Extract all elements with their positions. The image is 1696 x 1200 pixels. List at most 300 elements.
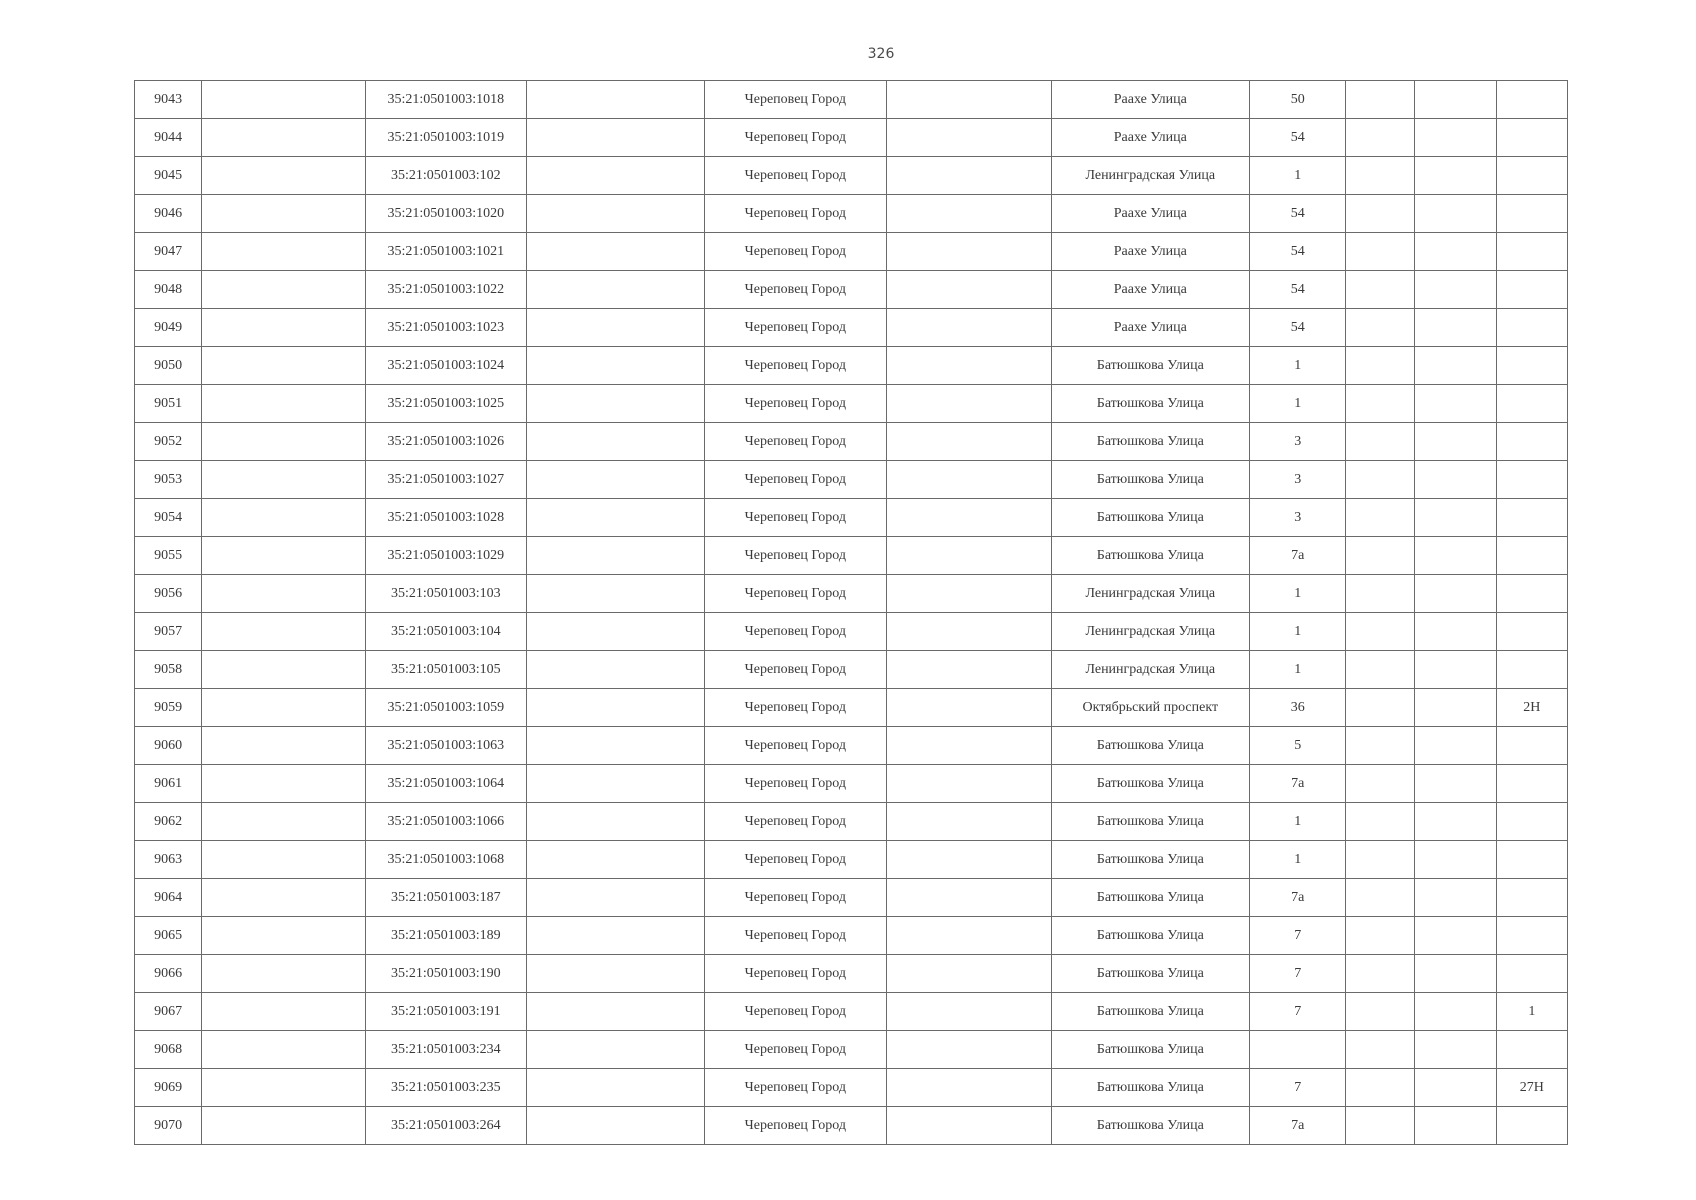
col-9-cell (1346, 157, 1414, 195)
house-number-cell: 3 (1250, 461, 1346, 499)
house-number-cell: 54 (1250, 233, 1346, 271)
street-cell: Батюшкова Улица (1051, 917, 1250, 955)
cadastral-number-cell: 35:21:0501003:1018 (365, 81, 526, 119)
col-9-cell (1346, 385, 1414, 423)
col-6-cell (887, 271, 1051, 309)
cadastral-number-cell: 35:21:0501003:1027 (365, 461, 526, 499)
cadastral-number-cell: 35:21:0501003:1063 (365, 727, 526, 765)
col-4-cell (527, 1031, 704, 1069)
street-cell: Раахе Улица (1051, 81, 1250, 119)
street-cell: Батюшкова Улица (1051, 727, 1250, 765)
record-number-cell: 9058 (135, 651, 202, 689)
col-6-cell (887, 195, 1051, 233)
city-cell: Череповец Город (704, 81, 887, 119)
col-6-cell (887, 879, 1051, 917)
col-6-cell (887, 613, 1051, 651)
street-cell: Батюшкова Улица (1051, 423, 1250, 461)
col-2-cell (202, 385, 365, 423)
cadastral-number-cell: 35:21:0501003:104 (365, 613, 526, 651)
table-row (135, 233, 1568, 271)
col-10-cell (1414, 689, 1496, 727)
cadastral-number-cell: 35:21:0501003:189 (365, 917, 526, 955)
col-10-cell (1414, 613, 1496, 651)
house-number-cell: 7а (1250, 1107, 1346, 1145)
col-10-cell (1414, 499, 1496, 537)
record-number-cell: 9053 (135, 461, 202, 499)
premises-number-cell: 2Н (1496, 689, 1567, 727)
cadastral-number-cell: 35:21:0501003:1021 (365, 233, 526, 271)
table-row (135, 765, 1568, 803)
street-cell: Ленинградская Улица (1051, 613, 1250, 651)
record-number-cell: 9048 (135, 271, 202, 309)
col-9-cell (1346, 271, 1414, 309)
city-cell: Череповец Город (704, 803, 887, 841)
col-6-cell (887, 157, 1051, 195)
col-10-cell (1414, 727, 1496, 765)
premises-number-cell (1496, 499, 1567, 537)
table-row (135, 461, 1568, 499)
house-number-cell: 3 (1250, 423, 1346, 461)
premises-number-cell: 27Н (1496, 1069, 1567, 1107)
house-number-cell: 7 (1250, 917, 1346, 955)
city-cell: Череповец Город (704, 613, 887, 651)
premises-number-cell (1496, 879, 1567, 917)
premises-number-cell: 1 (1496, 993, 1567, 1031)
col-4-cell (527, 119, 704, 157)
col-10-cell (1414, 1069, 1496, 1107)
cadastral-number-cell: 35:21:0501003:105 (365, 651, 526, 689)
col-2-cell (202, 461, 365, 499)
record-number-cell: 9070 (135, 1107, 202, 1145)
col-4-cell (527, 499, 704, 537)
col-4-cell (527, 727, 704, 765)
street-cell: Батюшкова Улица (1051, 879, 1250, 917)
city-cell: Череповец Город (704, 537, 887, 575)
col-6-cell (887, 765, 1051, 803)
col-9-cell (1346, 917, 1414, 955)
col-4-cell (527, 271, 704, 309)
city-cell: Череповец Город (704, 765, 887, 803)
col-9-cell (1346, 841, 1414, 879)
record-number-cell: 9056 (135, 575, 202, 613)
col-10-cell (1414, 233, 1496, 271)
house-number-cell: 5 (1250, 727, 1346, 765)
col-10-cell (1414, 461, 1496, 499)
col-2-cell (202, 157, 365, 195)
col-9-cell (1346, 879, 1414, 917)
city-cell: Череповец Город (704, 841, 887, 879)
premises-number-cell (1496, 537, 1567, 575)
col-4-cell (527, 993, 704, 1031)
col-6-cell (887, 727, 1051, 765)
col-6-cell (887, 233, 1051, 271)
table-row (135, 423, 1568, 461)
col-4-cell (527, 157, 704, 195)
table-row (135, 917, 1568, 955)
street-cell: Раахе Улица (1051, 119, 1250, 157)
col-10-cell (1414, 157, 1496, 195)
col-4-cell (527, 1069, 704, 1107)
record-number-cell: 9052 (135, 423, 202, 461)
record-number-cell: 9049 (135, 309, 202, 347)
city-cell: Череповец Город (704, 499, 887, 537)
house-number-cell: 54 (1250, 195, 1346, 233)
col-6-cell (887, 803, 1051, 841)
col-6-cell (887, 385, 1051, 423)
record-number-cell: 9067 (135, 993, 202, 1031)
col-2-cell (202, 841, 365, 879)
house-number-cell: 3 (1250, 499, 1346, 537)
premises-number-cell (1496, 461, 1567, 499)
col-9-cell (1346, 575, 1414, 613)
city-cell: Череповец Город (704, 575, 887, 613)
premises-number-cell (1496, 613, 1567, 651)
col-10-cell (1414, 385, 1496, 423)
table-row (135, 1107, 1568, 1145)
cadastral-number-cell: 35:21:0501003:1025 (365, 385, 526, 423)
table-row (135, 271, 1568, 309)
col-9-cell (1346, 689, 1414, 727)
col-9-cell (1346, 119, 1414, 157)
table-row (135, 651, 1568, 689)
col-6-cell (887, 689, 1051, 727)
cadastral-number-cell: 35:21:0501003:1066 (365, 803, 526, 841)
city-cell: Череповец Город (704, 917, 887, 955)
col-9-cell (1346, 765, 1414, 803)
cadastral-number-cell: 35:21:0501003:234 (365, 1031, 526, 1069)
col-10-cell (1414, 271, 1496, 309)
street-cell: Батюшкова Улица (1051, 765, 1250, 803)
record-number-cell: 9059 (135, 689, 202, 727)
col-2-cell (202, 993, 365, 1031)
table-row (135, 499, 1568, 537)
street-cell: Батюшкова Улица (1051, 499, 1250, 537)
premises-number-cell (1496, 1031, 1567, 1069)
city-cell: Череповец Город (704, 879, 887, 917)
cadastral-number-cell: 35:21:0501003:190 (365, 955, 526, 993)
cadastral-number-cell: 35:21:0501003:1023 (365, 309, 526, 347)
house-number-cell: 7а (1250, 879, 1346, 917)
house-number-cell: 1 (1250, 347, 1346, 385)
col-10-cell (1414, 1107, 1496, 1145)
cadastral-number-cell: 35:21:0501003:1064 (365, 765, 526, 803)
col-4-cell (527, 841, 704, 879)
street-cell: Раахе Улица (1051, 309, 1250, 347)
city-cell: Череповец Город (704, 1031, 887, 1069)
record-number-cell: 9066 (135, 955, 202, 993)
col-6-cell (887, 81, 1051, 119)
registry-table-body (135, 81, 1568, 1145)
col-10-cell (1414, 309, 1496, 347)
city-cell: Череповец Город (704, 689, 887, 727)
col-10-cell (1414, 347, 1496, 385)
premises-number-cell (1496, 157, 1567, 195)
col-9-cell (1346, 1069, 1414, 1107)
table-row (135, 195, 1568, 233)
street-cell: Раахе Улица (1051, 271, 1250, 309)
premises-number-cell (1496, 955, 1567, 993)
house-number-cell: 7а (1250, 537, 1346, 575)
table-row (135, 993, 1568, 1031)
city-cell: Череповец Город (704, 651, 887, 689)
record-number-cell: 9043 (135, 81, 202, 119)
col-6-cell (887, 841, 1051, 879)
col-9-cell (1346, 993, 1414, 1031)
house-number-cell: 1 (1250, 841, 1346, 879)
col-4-cell (527, 917, 704, 955)
cadastral-number-cell: 35:21:0501003:1026 (365, 423, 526, 461)
cadastral-number-cell: 35:21:0501003:264 (365, 1107, 526, 1145)
city-cell: Череповец Город (704, 993, 887, 1031)
street-cell: Раахе Улица (1051, 233, 1250, 271)
col-4-cell (527, 689, 704, 727)
col-10-cell (1414, 765, 1496, 803)
col-2-cell (202, 689, 365, 727)
premises-number-cell (1496, 119, 1567, 157)
street-cell: Батюшкова Улица (1051, 537, 1250, 575)
col-9-cell (1346, 1031, 1414, 1069)
col-9-cell (1346, 423, 1414, 461)
city-cell: Череповец Город (704, 157, 887, 195)
city-cell: Череповец Город (704, 727, 887, 765)
col-9-cell (1346, 1107, 1414, 1145)
city-cell: Череповец Город (704, 955, 887, 993)
col-4-cell (527, 765, 704, 803)
col-9-cell (1346, 81, 1414, 119)
col-6-cell (887, 651, 1051, 689)
cadastral-number-cell: 35:21:0501003:191 (365, 993, 526, 1031)
cadastral-number-cell: 35:21:0501003:1059 (365, 689, 526, 727)
col-10-cell (1414, 537, 1496, 575)
col-2-cell (202, 233, 365, 271)
col-9-cell (1346, 461, 1414, 499)
registry-table (134, 80, 1568, 1145)
street-cell: Батюшкова Улица (1051, 955, 1250, 993)
col-2-cell (202, 195, 365, 233)
page-number: 326 (867, 46, 895, 62)
table-row (135, 81, 1568, 119)
record-number-cell: 9063 (135, 841, 202, 879)
col-6-cell (887, 1069, 1051, 1107)
premises-number-cell (1496, 917, 1567, 955)
premises-number-cell (1496, 271, 1567, 309)
premises-number-cell (1496, 575, 1567, 613)
house-number-cell: 7 (1250, 955, 1346, 993)
col-4-cell (527, 233, 704, 271)
col-9-cell (1346, 233, 1414, 271)
cadastral-number-cell: 35:21:0501003:1022 (365, 271, 526, 309)
col-4-cell (527, 575, 704, 613)
table-row (135, 689, 1568, 727)
col-9-cell (1346, 803, 1414, 841)
house-number-cell: 54 (1250, 309, 1346, 347)
col-9-cell (1346, 195, 1414, 233)
table-row (135, 1031, 1568, 1069)
table-row (135, 955, 1568, 993)
city-cell: Череповец Город (704, 385, 887, 423)
col-4-cell (527, 1107, 704, 1145)
record-number-cell: 9046 (135, 195, 202, 233)
street-cell: Батюшкова Улица (1051, 1031, 1250, 1069)
cadastral-number-cell: 35:21:0501003:1068 (365, 841, 526, 879)
record-number-cell: 9060 (135, 727, 202, 765)
record-number-cell: 9055 (135, 537, 202, 575)
record-number-cell: 9047 (135, 233, 202, 271)
col-4-cell (527, 81, 704, 119)
street-cell: Батюшкова Улица (1051, 803, 1250, 841)
house-number-cell: 50 (1250, 81, 1346, 119)
cadastral-number-cell: 35:21:0501003:1029 (365, 537, 526, 575)
record-number-cell: 9065 (135, 917, 202, 955)
city-cell: Череповец Город (704, 233, 887, 271)
col-9-cell (1346, 651, 1414, 689)
col-2-cell (202, 727, 365, 765)
house-number-cell: 7 (1250, 993, 1346, 1031)
table-row (135, 157, 1568, 195)
col-4-cell (527, 195, 704, 233)
street-cell: Батюшкова Улица (1051, 1069, 1250, 1107)
city-cell: Череповец Город (704, 195, 887, 233)
col-4-cell (527, 651, 704, 689)
cadastral-number-cell: 35:21:0501003:187 (365, 879, 526, 917)
street-cell: Ленинградская Улица (1051, 157, 1250, 195)
city-cell: Череповец Город (704, 461, 887, 499)
premises-number-cell (1496, 347, 1567, 385)
record-number-cell: 9044 (135, 119, 202, 157)
col-6-cell (887, 537, 1051, 575)
record-number-cell: 9069 (135, 1069, 202, 1107)
house-number-cell (1250, 1031, 1346, 1069)
col-6-cell (887, 1031, 1051, 1069)
street-cell: Батюшкова Улица (1051, 461, 1250, 499)
col-4-cell (527, 613, 704, 651)
col-2-cell (202, 917, 365, 955)
house-number-cell: 1 (1250, 385, 1346, 423)
col-4-cell (527, 423, 704, 461)
col-6-cell (887, 309, 1051, 347)
premises-number-cell (1496, 195, 1567, 233)
house-number-cell: 54 (1250, 119, 1346, 157)
col-10-cell (1414, 651, 1496, 689)
col-10-cell (1414, 955, 1496, 993)
col-2-cell (202, 347, 365, 385)
record-number-cell: 9051 (135, 385, 202, 423)
col-2-cell (202, 955, 365, 993)
col-2-cell (202, 1107, 365, 1145)
house-number-cell: 36 (1250, 689, 1346, 727)
cadastral-number-cell: 35:21:0501003:1019 (365, 119, 526, 157)
col-10-cell (1414, 423, 1496, 461)
col-4-cell (527, 309, 704, 347)
city-cell: Череповец Город (704, 119, 887, 157)
col-6-cell (887, 993, 1051, 1031)
col-2-cell (202, 575, 365, 613)
house-number-cell: 54 (1250, 271, 1346, 309)
record-number-cell: 9061 (135, 765, 202, 803)
col-4-cell (527, 461, 704, 499)
table-row (135, 575, 1568, 613)
record-number-cell: 9064 (135, 879, 202, 917)
cadastral-number-cell: 35:21:0501003:235 (365, 1069, 526, 1107)
col-2-cell (202, 271, 365, 309)
street-cell: Батюшкова Улица (1051, 993, 1250, 1031)
col-9-cell (1346, 347, 1414, 385)
street-cell: Батюшкова Улица (1051, 1107, 1250, 1145)
premises-number-cell (1496, 233, 1567, 271)
col-2-cell (202, 81, 365, 119)
col-9-cell (1346, 955, 1414, 993)
street-cell: Батюшкова Улица (1051, 385, 1250, 423)
table-row (135, 803, 1568, 841)
col-4-cell (527, 879, 704, 917)
col-6-cell (887, 423, 1051, 461)
col-2-cell (202, 803, 365, 841)
city-cell: Череповец Город (704, 423, 887, 461)
col-10-cell (1414, 1031, 1496, 1069)
premises-number-cell (1496, 841, 1567, 879)
col-9-cell (1346, 613, 1414, 651)
col-10-cell (1414, 879, 1496, 917)
col-2-cell (202, 765, 365, 803)
col-4-cell (527, 347, 704, 385)
cadastral-number-cell: 35:21:0501003:1024 (365, 347, 526, 385)
col-2-cell (202, 423, 365, 461)
premises-number-cell (1496, 81, 1567, 119)
record-number-cell: 9045 (135, 157, 202, 195)
record-number-cell: 9068 (135, 1031, 202, 1069)
premises-number-cell (1496, 423, 1567, 461)
col-10-cell (1414, 195, 1496, 233)
table-row (135, 309, 1568, 347)
house-number-cell: 7а (1250, 765, 1346, 803)
col-9-cell (1346, 537, 1414, 575)
col-10-cell (1414, 575, 1496, 613)
table-row (135, 1069, 1568, 1107)
col-4-cell (527, 803, 704, 841)
col-2-cell (202, 879, 365, 917)
house-number-cell: 1 (1250, 651, 1346, 689)
col-6-cell (887, 461, 1051, 499)
table-row (135, 613, 1568, 651)
col-9-cell (1346, 499, 1414, 537)
col-10-cell (1414, 841, 1496, 879)
city-cell: Череповец Город (704, 1069, 887, 1107)
premises-number-cell (1496, 803, 1567, 841)
house-number-cell: 1 (1250, 575, 1346, 613)
col-10-cell (1414, 81, 1496, 119)
house-number-cell: 1 (1250, 157, 1346, 195)
cadastral-number-cell: 35:21:0501003:1020 (365, 195, 526, 233)
col-2-cell (202, 651, 365, 689)
table-row (135, 727, 1568, 765)
col-10-cell (1414, 119, 1496, 157)
col-6-cell (887, 1107, 1051, 1145)
cadastral-number-cell: 35:21:0501003:102 (365, 157, 526, 195)
street-cell: Батюшкова Улица (1051, 841, 1250, 879)
table-row (135, 841, 1568, 879)
col-2-cell (202, 1031, 365, 1069)
premises-number-cell (1496, 651, 1567, 689)
street-cell: Октябрьский проспект (1051, 689, 1250, 727)
table-row (135, 879, 1568, 917)
house-number-cell: 1 (1250, 803, 1346, 841)
col-9-cell (1346, 309, 1414, 347)
city-cell: Череповец Город (704, 309, 887, 347)
col-6-cell (887, 347, 1051, 385)
col-10-cell (1414, 917, 1496, 955)
record-number-cell: 9062 (135, 803, 202, 841)
premises-number-cell (1496, 727, 1567, 765)
